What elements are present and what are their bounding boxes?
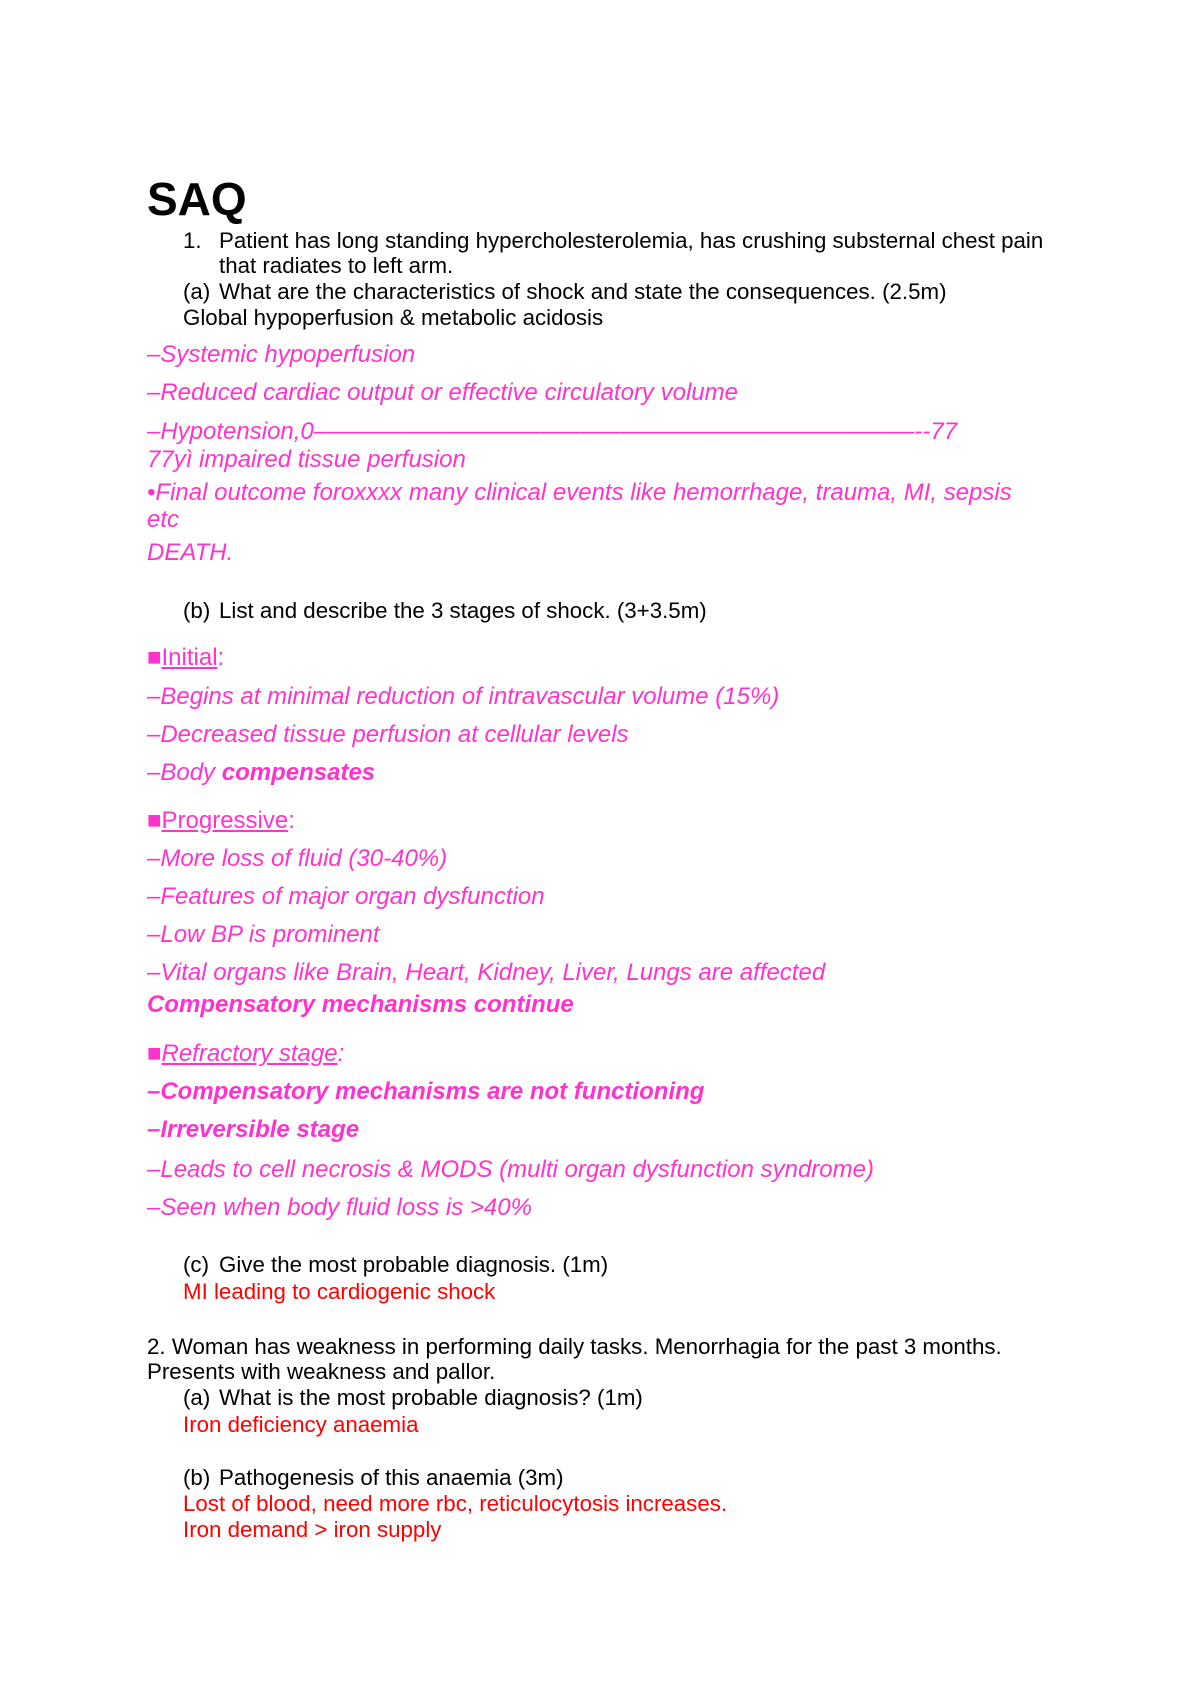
stage-colon: : <box>288 807 295 834</box>
question-1a-text: What are the characteristics of shock and state the consequences. (2.5m) <box>219 279 947 304</box>
question-2a-answer: Iron deficiency anaemia <box>183 1412 419 1437</box>
stage-name: Refractory stage <box>161 1040 338 1067</box>
question-2-stem-line: Presents with weakness and pallor. <box>147 1359 496 1384</box>
question-2a-text: What is the most probable diagnosis? (1m) <box>219 1385 643 1410</box>
stage-colon: : <box>217 644 225 671</box>
answer-line: –Systemic hypoperfusion <box>147 341 416 368</box>
question-1b-label: (b) <box>183 598 211 623</box>
question-1-number: 1. <box>183 228 202 253</box>
answer-line: etc <box>147 506 180 533</box>
stage-bullet: ■ <box>147 644 162 671</box>
question-2b-answer-line: Lost of blood, need more rbc, reticulocytosis increases. <box>183 1491 728 1516</box>
question-2b-text: Pathogenesis of this anaemia (3m) <box>219 1465 564 1490</box>
answer-line: –Hypotension,0–––––––––––––––––––––––––––––––––––––––––––––--77 <box>147 418 958 445</box>
stage-point: –Leads to cell necrosis & MODS (multi organ dysfunction syndrome) <box>147 1156 874 1183</box>
stage-point-emphasis: –Irreversible stage <box>147 1116 360 1143</box>
answer-line: DEATH. <box>147 539 234 566</box>
stage-point: –Low BP is prominent <box>147 921 380 948</box>
stage-heading-progressive <box>147 807 295 835</box>
question-1-stem-line: Patient has long standing hypercholesterolemia, has crushing substernal chest pain <box>219 228 1044 253</box>
question-2b-label: (b) <box>183 1465 211 1490</box>
stage-point <box>147 759 375 787</box>
stage-heading-refractory <box>147 1040 344 1068</box>
question-1a-summary: Global hypoperfusion & metabolic acidosis <box>183 305 604 330</box>
stage-point: –Begins at minimal reduction of intravascular volume (15%) <box>147 683 780 710</box>
stage-colon: : <box>337 1040 345 1067</box>
question-2a-label: (a) <box>183 1385 211 1410</box>
stage-point: –Seen when body fluid loss is >40% <box>147 1194 532 1221</box>
question-2-number: 2. <box>147 1334 166 1359</box>
question-1-stem-line: that radiates to left arm. <box>219 253 454 278</box>
stage-note: Compensatory mechanisms continue <box>147 991 574 1018</box>
stage-point-emphasis: compensates <box>221 759 376 786</box>
stage-bullet: ■ <box>147 1040 162 1067</box>
stage-point: –Features of major organ dysfunction <box>147 883 545 910</box>
stage-name: Initial <box>161 644 218 671</box>
stage-point: –Vital organs like Brain, Heart, Kidney, Liver, Lungs are affected <box>147 959 826 986</box>
answer-line: –Reduced cardiac output or effective circulatory volume <box>147 379 738 406</box>
answer-line: •Final outcome foroxxxx many clinical events like hemorrhage, trauma, MI, sepsis <box>147 479 1012 506</box>
question-1c-text: Give the most probable diagnosis. (1m) <box>219 1252 609 1277</box>
stage-bullet: ■ <box>147 807 162 834</box>
stage-point: –More loss of fluid (30-40%) <box>147 845 448 872</box>
question-1b-text: List and describe the 3 stages of shock. (3+3.5m) <box>219 598 707 623</box>
question-1a-label: (a) <box>183 279 211 304</box>
stage-heading-initial <box>147 644 224 672</box>
page-title: SAQ <box>147 173 247 225</box>
stage-point-emphasis: –Compensatory mechanisms are not functioning <box>147 1078 705 1105</box>
question-1c-label: (c) <box>183 1252 209 1277</box>
question-2-stem-line <box>147 1334 1002 1360</box>
stage-point-prefix: –Body <box>147 759 216 786</box>
stage-name: Progressive <box>161 807 289 834</box>
question-2-stem-text: Woman has weakness in performing daily tasks. Menorrhagia for the past 3 months. <box>171 1334 1002 1359</box>
stage-point: –Decreased tissue perfusion at cellular levels <box>147 721 629 748</box>
answer-line: 77yì impaired tissue perfusion <box>147 446 466 473</box>
question-1c-answer: MI leading to cardiogenic shock <box>183 1279 496 1304</box>
question-2b-answer-line: Iron demand > iron supply <box>183 1517 442 1542</box>
